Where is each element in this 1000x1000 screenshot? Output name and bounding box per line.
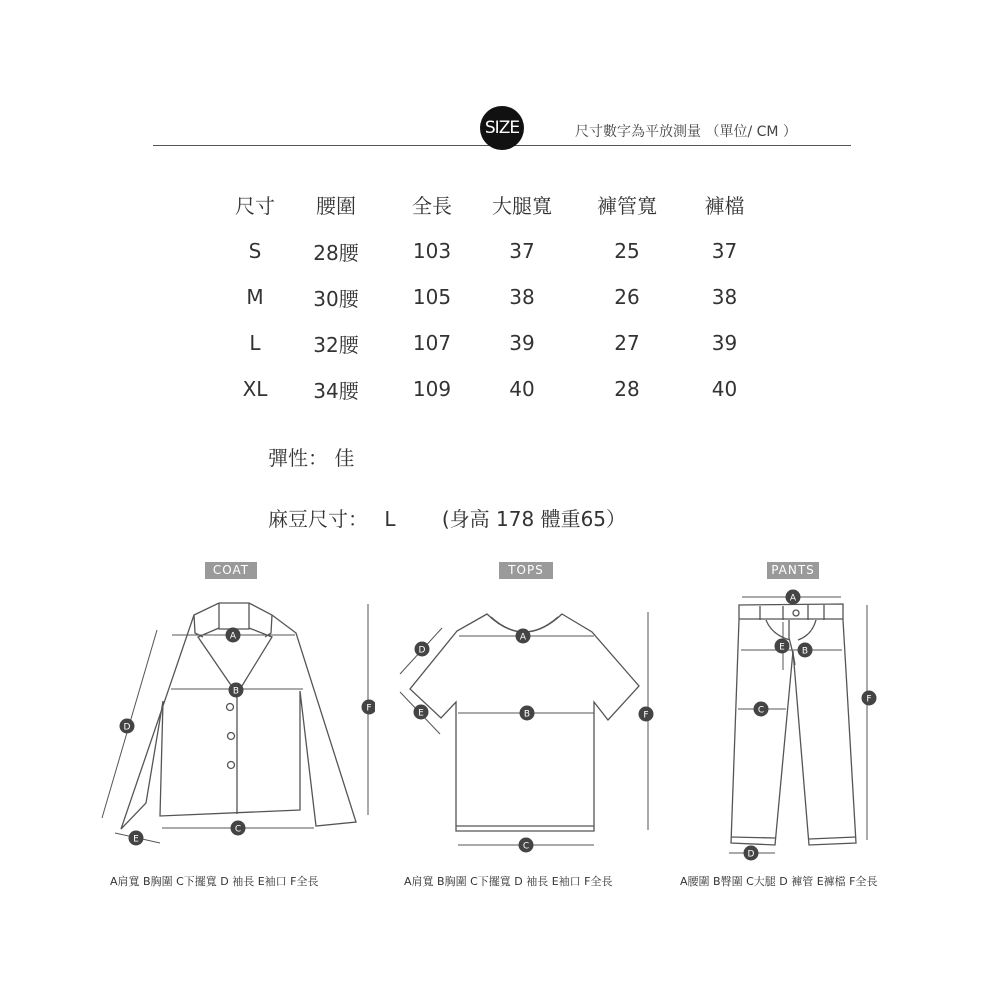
model-info: [268, 503, 626, 532]
marker-e-label: E: [133, 834, 139, 845]
table-cell: 34腰: [313, 378, 359, 403]
col-header-rise: 褲檔: [704, 193, 745, 218]
table-header-row: [210, 180, 747, 228]
marker-c-label: C: [234, 824, 242, 835]
marker-e-label: E: [418, 708, 424, 719]
marker-f-label: F: [866, 694, 872, 705]
size-table: [210, 180, 747, 412]
marker-b-label: B: [801, 646, 809, 657]
table-row: [210, 320, 747, 366]
tops-legend: A肩寬 B胸圍 C下擺寬 D 袖長 E袖口 F全長: [404, 875, 613, 888]
table-cell: 107: [412, 331, 452, 355]
model-label: 麻豆尺寸：: [268, 507, 368, 531]
marker-a-label: A: [229, 631, 237, 642]
size-badge: SIZE: [480, 106, 524, 150]
pants-tag: PANTS: [767, 562, 819, 579]
table-row: [210, 366, 747, 412]
coat-diagram: [95, 595, 375, 855]
table-cell: 40: [509, 377, 535, 401]
table-cell: 25: [614, 239, 640, 263]
marker-f-label: F: [643, 710, 649, 721]
table-cell: 37: [509, 239, 535, 263]
table-row: [210, 228, 747, 274]
table-cell: 28腰: [313, 240, 359, 265]
pants-diagram: [720, 585, 880, 865]
table-cell: 39: [711, 331, 738, 355]
col-header-waist: 腰圍: [316, 193, 356, 218]
elasticity-label: 彈性：: [268, 446, 328, 470]
table-cell: M: [246, 285, 264, 309]
table-cell: 27: [614, 331, 640, 355]
table-cell: L: [249, 331, 261, 355]
marker-f-label: F: [366, 703, 372, 714]
elasticity-info: [268, 442, 354, 471]
marker-b-label: B: [232, 686, 240, 697]
table-row: [210, 274, 747, 320]
table-cell: S: [248, 239, 262, 263]
model-size: L: [384, 507, 396, 531]
model-detail: (身高 178 體重65）: [441, 507, 627, 531]
marker-d-label: D: [747, 849, 755, 860]
table-cell: XL: [242, 377, 268, 401]
marker-a-label: A: [789, 593, 797, 604]
table-cell: 32腰: [313, 332, 359, 357]
table-cell: 28: [614, 377, 640, 401]
table-cell: 38: [509, 285, 535, 309]
pants-markers: [744, 590, 877, 861]
marker-c-label: C: [522, 841, 530, 852]
marker-e-label: E: [779, 642, 785, 653]
col-header-leg-opening: 褲管寬: [597, 193, 657, 218]
marker-a-label: A: [519, 632, 527, 643]
marker-b-label: B: [523, 709, 531, 720]
marker-d-label: D: [123, 722, 131, 733]
tops-tag: TOPS: [499, 562, 553, 579]
table-cell: 37: [711, 239, 738, 263]
coat-legend: A肩寬 B胸圍 C下擺寬 D 袖長 E袖口 F全長: [110, 875, 319, 888]
tops-diagram: [395, 600, 660, 855]
col-header-length: 全長: [412, 193, 452, 218]
measurement-note: 尺寸數字為平放測量 （單位/ CM ）: [575, 124, 797, 140]
table-cell: 105: [412, 285, 452, 309]
pants-legend: A腰圍 B臀圍 C大腿 D 褲管 E褲檔 F全長: [680, 875, 878, 888]
table-cell: 109: [412, 377, 452, 401]
table-cell: 103: [412, 239, 452, 263]
table-cell: 40: [711, 377, 738, 401]
coat-tag: COAT: [205, 562, 257, 579]
table-cell: 30腰: [313, 286, 359, 311]
col-header-size: 尺寸: [235, 193, 275, 218]
table-cell: 39: [509, 331, 535, 355]
table-cell: 26: [614, 285, 640, 309]
marker-c-label: C: [757, 705, 765, 716]
table-cell: 38: [711, 285, 738, 309]
marker-d-label: D: [418, 645, 426, 656]
col-header-thigh: 大腿寬: [492, 193, 552, 218]
elasticity-value: 佳: [334, 446, 355, 470]
